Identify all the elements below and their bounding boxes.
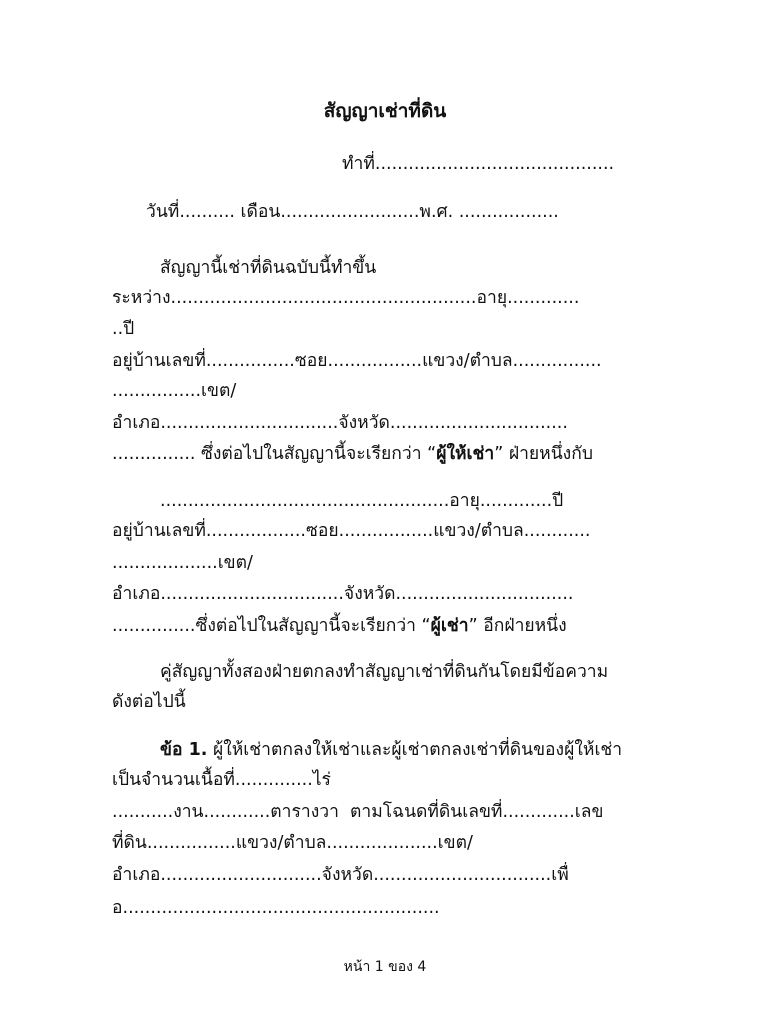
clause-1-line-5: อำเภอ.............................จังหวัด................................เพื่ [112,865,569,885]
lessee-line-5-prefix: ...............ซึ่งต่อไปในสัญญานี้จะเรียกว่า “ [112,616,431,636]
lessor-line-6-prefix: ............... ซึ่งต่อไปในสัญญานี้จะเรียกว่า “ [112,444,437,464]
lessor-line-2: ..ปี [112,319,135,339]
lessee-line-2: อยู่บ้านเลขที่..................ซอย.................แขวง/ตำบล............ [112,521,591,541]
clause-1-label: ข้อ 1. [160,740,208,760]
lessor-term: ผู้ให้เช่า [436,444,495,464]
lessor-line-1: ระหว่าง.......................................................อายุ............. [112,288,580,308]
document-title: สัญญาเช่าที่ดิน [323,100,447,122]
lessee-line-1: ....................................................อายุ.............ปี [160,491,564,511]
intro-line: สัญญานี้เช่าที่ดินฉบับนี้ทำขึ้น [160,258,377,278]
lessee-line-3: ...................เขต/ [112,553,253,573]
lessor-line-5: อำเภอ................................จังหวัด................................ [112,413,568,433]
lessor-line-3: อยู่บ้านเลขที่................ซอย.................แขวง/ตำบล................ [112,351,602,371]
lessee-line-5-suffix: ” อีกฝ่ายหนึ่ง [468,616,567,636]
clause-1-text: ผู้ให้เช่าตกลงให้เช่าและผู้เช่าตกลงเช่าที่ดินของผู้ให้เช่า [207,740,623,760]
lessor-line-4: ................เขต/ [112,381,237,401]
clause-1-line-6: อ......................................................... [112,898,440,918]
date-line: วันที่.......... เดือน.........................พ.ศ. .................. [146,202,559,222]
place-line: ทำที่........................................... [342,154,615,174]
clause-1-line-2: เป็นจำนวนเนื้อที่..............ไร่ [112,770,331,790]
agreement-line-1: คู่สัญญาทั้งสองฝ่ายตกลงทำสัญญาเช่าที่ดินกันโดยมีข้อความ [160,662,609,682]
page-footer: หน้า 1 ของ 4 [343,959,427,975]
lessor-line-6-suffix: ” ฝ่ายหนึ่งกับ [494,444,593,464]
clause-1-line-3: ...........งาน............ตารางวา ตามโฉนดที่ดินเลขที่.............เลข [112,802,604,822]
clause-1-line-1 [160,739,622,761]
lessee-line-4: อำเภอ.................................จังหวัด................................ [112,584,574,604]
lessee-term: ผู้เช่า [430,616,469,636]
lessee-line-5 [112,615,567,637]
agreement-line-2: ดังต่อไปนี้ [112,692,186,712]
clause-1-line-4: ที่ดิน................แขวง/ตำบล....................เขต/ [112,833,473,853]
lessor-line-6 [112,443,593,465]
